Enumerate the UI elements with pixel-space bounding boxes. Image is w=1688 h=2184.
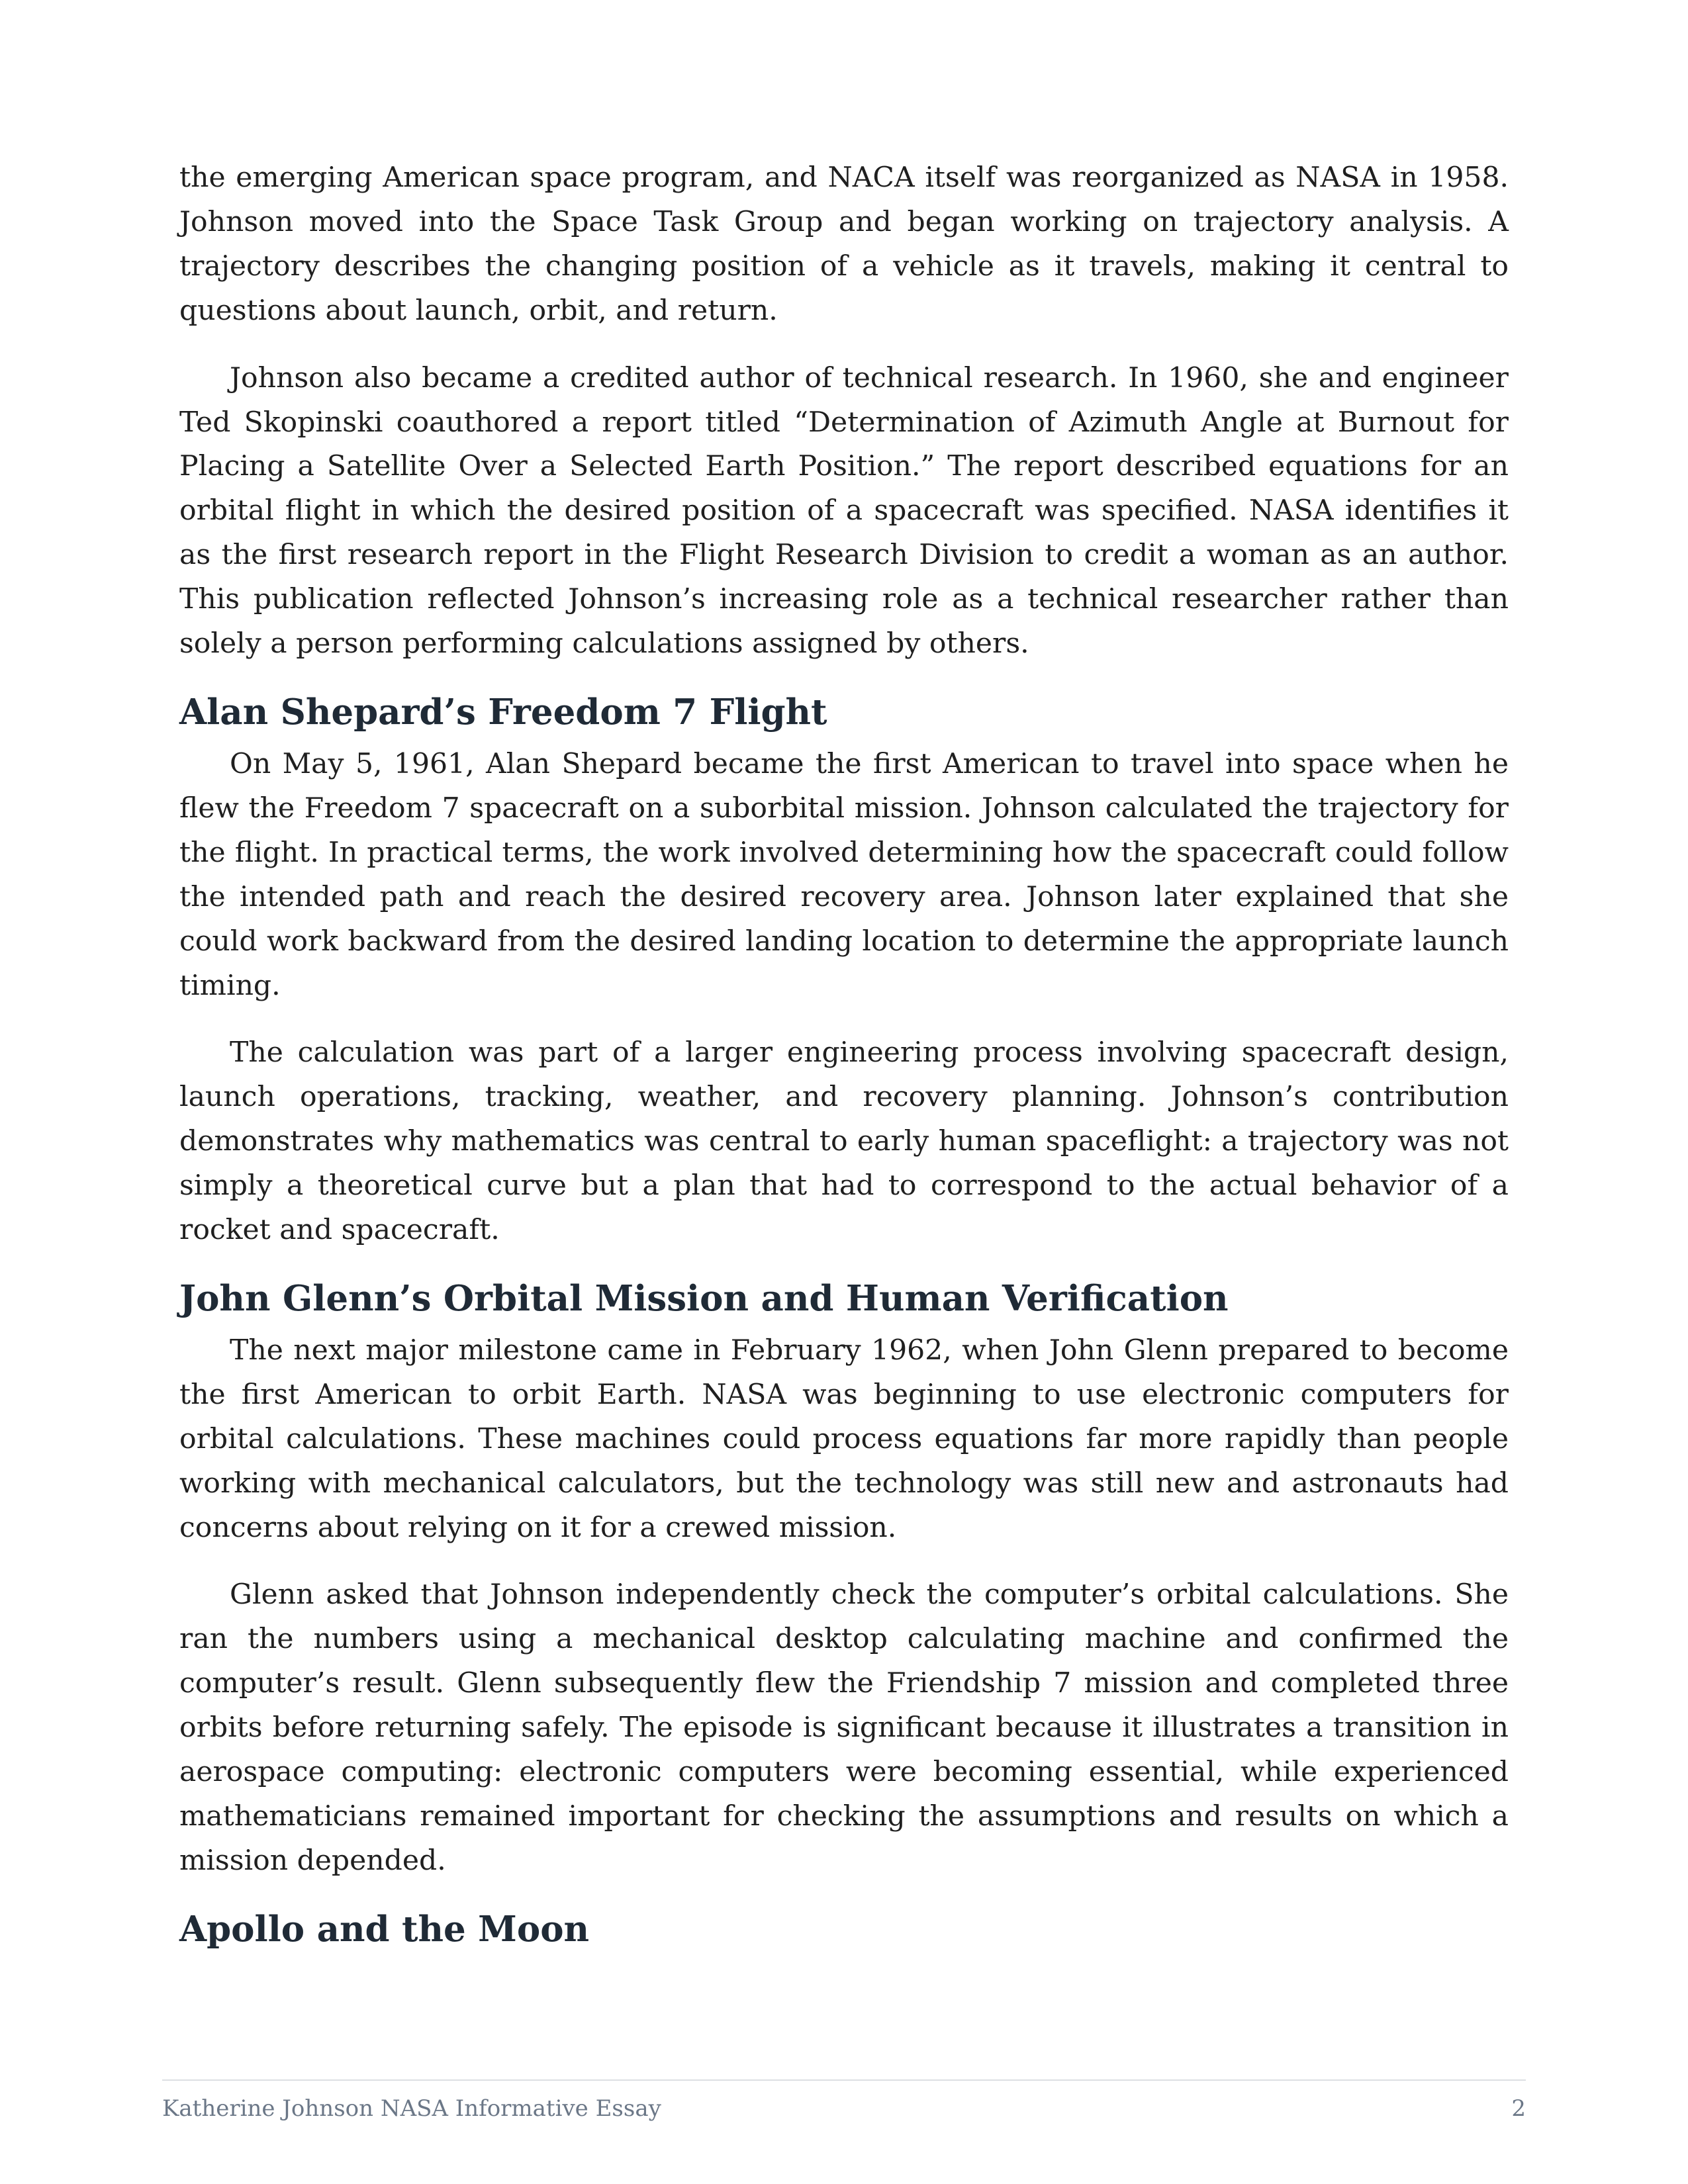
- page-number: 2: [1511, 2095, 1526, 2122]
- glenn-paragraph-2: Glenn asked that Johnson independently check the computer’s orbital calculations. She ran the numbers using a mechanical desktop calculating machine and confirmed the computer’s result. Glenn subsequently flew the Friendship 7 mission and completed three orbits before returning safely. The episode is significant because it illustrates a transition in aerospace computing: electronic computers were becoming essential, while experienced mathematicians remained important for checking the assumptions and results on which a mission depended.: [179, 1578, 1509, 1877]
- intro-paragraph-1: the emerging American space program, and NACA itself was reorganized as NASA in 1958. Johnson moved into the Space Task Group and began working on trajectory analysis. A trajectory describes the changing position of a vehicle as it travels, making it central to questions about launch, orbit, and return.: [179, 161, 1509, 327]
- shepard-paragraph-2: The calculation was part of a larger engineering process involving spacecraft design, launch operations, tracking, weather, and recovery planning. Johnson’s contribution demonstrates why mathematics was central to early human spaceflight: a trajectory was not simply a theoretical curve but a plan that had to correspond to the actual behavior of a rocket and spacecraft.: [179, 1036, 1509, 1247]
- footer-divider: [162, 2079, 1526, 2081]
- section-heading-glenn: John Glenn’s Orbital Mission and Human Verification: [179, 1277, 1229, 1319]
- glenn-paragraph-1: The next major milestone came in February 1962, when John Glenn prepared to become the first American to orbit Earth. NASA was beginning to use electronic computers for orbital calculations. These machines could process equations far more rapidly than people working with mechanical calculators, but the technology was still new and astronauts had concerns about relying on it for a crewed mission.: [179, 1334, 1509, 1544]
- shepard-paragraph-1: On May 5, 1961, Alan Shepard became the first American to travel into space when he flew the Freedom 7 spacecraft on a suborbital mission. Johnson calculated the trajectory for the flight. In practical terms, the work involved determining how the spacecraft could follow the intended path and reach the desired recovery area. Johnson later explained that she could work backward from the desired landing location to determine the appropriate launch timing.: [179, 747, 1509, 1002]
- section-heading-shepard: Alan Shepard’s Freedom 7 Flight: [179, 691, 827, 733]
- document-body: [179, 156, 1509, 1960]
- section-heading-apollo: Apollo and the Moon: [179, 1908, 590, 1950]
- footer-title: Katherine Johnson NASA Informative Essay: [162, 2095, 661, 2122]
- intro-paragraph-2: Johnson also became a credited author of technical research. In 1960, she and engineer Ted Skopinski coauthored a report titled “Determination of Azimuth Angle at Burnout for Placing a Satellite Over a Selected Earth Position.” The report described equations for an orbital flight in which the desired position of a spacecraft was specified. NASA identifies it as the first research report in the Flight Research Division to credit a woman as an author. This publication reflected Johnson’s increasing role as a technical researcher rather than solely a person performing calculations assigned by others.: [179, 361, 1509, 660]
